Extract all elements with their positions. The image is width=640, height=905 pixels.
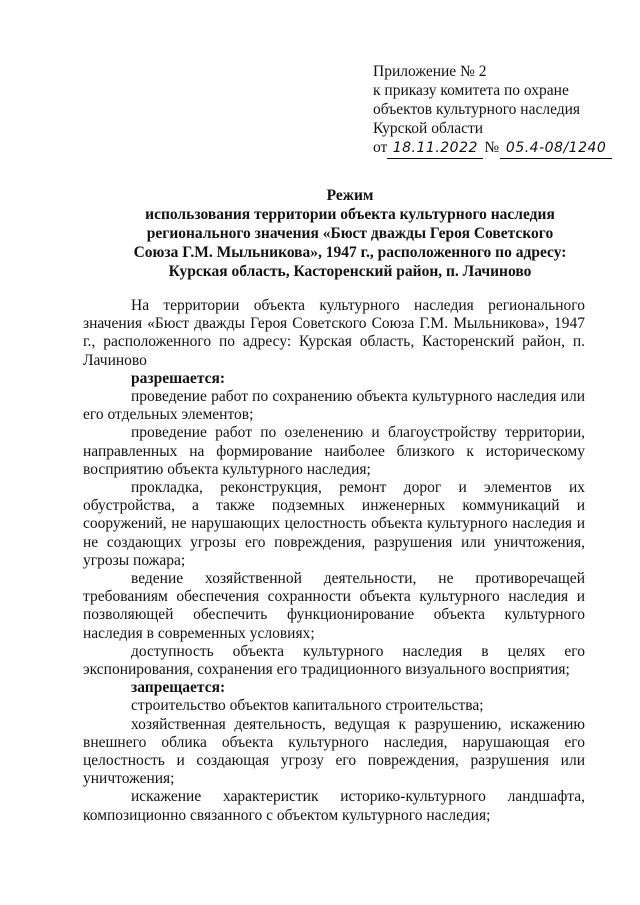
appendix-line: к приказу комитета по охране	[373, 82, 569, 99]
forbidden-item: хозяйственная деятельность, ведущая к разрушению, искажению внешнего облика объекта культурного наследия, нарушающая его целостность и создающая угрозу его повреждения, разрушения или уничтожения;	[83, 715, 585, 788]
title-line: Режим	[326, 187, 374, 204]
date-prefix: от	[373, 139, 388, 156]
number-sign: №	[484, 139, 500, 156]
forbidden-label: запрещается:	[131, 679, 226, 697]
document-title	[70, 186, 630, 281]
allowed-item: ведение хозяйственной деятельности, не противоречащей требованиям обеспечения сохранности объекта культурного наследия и позволяющей обеспечить функционирование объекта культурного наследия в современных условиях;	[83, 570, 585, 642]
title-line: Союза Г.М. Мыльникова», 1947 г., расположенного по адресу:	[133, 244, 567, 261]
title-line: Курская область, Касторенский район, п. Лачиново	[168, 263, 532, 280]
appendix-header	[373, 62, 633, 159]
forbidden-item: искажение характеристик историко-культурного ландшафта, композиционно связанного с объектом культурного наследия;	[83, 788, 585, 824]
handwritten-order-number: 05.4-08/1240	[500, 139, 612, 159]
allowed-item: прокладка, реконструкция, ремонт дорог и элементов их обустройства, а также подземных инженерных коммуникаций и сооружений, не нарушающих целостность объекта культурного наследия и не создающих угрозы его повреждения, разрушения или уничтожения, угрозы пожара;	[83, 479, 585, 569]
appendix-title: Приложение № 2	[373, 63, 487, 80]
allowed-item: доступность объекта культурного наследия в целях его экспонирования, сохранения его традиционного визуального восприятия;	[83, 642, 585, 679]
allowed-item: проведение работ по сохранению объекта культурного наследия или его отдельных элементов;	[83, 388, 585, 424]
order-date-line	[373, 138, 633, 159]
title-line: использования территории объекта культурного наследия	[145, 206, 555, 223]
appendix-line: Курской области	[373, 120, 484, 137]
allowed-label: разрешается:	[131, 369, 226, 387]
forbidden-item: строительство объектов капитального строительства;	[131, 697, 484, 715]
allowed-item: проведение работ по озеленению и благоустройству территории, направленных на формирование наиболее близкого к историческому восприятию объекта культурного наследия;	[83, 424, 585, 478]
appendix-line: объектов культурного наследия	[373, 101, 581, 118]
handwritten-date: 18.11.2022	[387, 139, 483, 159]
title-line: регионального значения «Бюст дважды Героя Советского	[146, 225, 554, 242]
intro-paragraph: На территории объекта культурного наследия регионального значения «Бюст дважды Героя Советского Союза Г.М. Мыльникова», 1947 г., расположенного по адресу: Курская область, Касторенский район, п. Лачиново	[83, 297, 585, 369]
document-body	[83, 297, 585, 825]
